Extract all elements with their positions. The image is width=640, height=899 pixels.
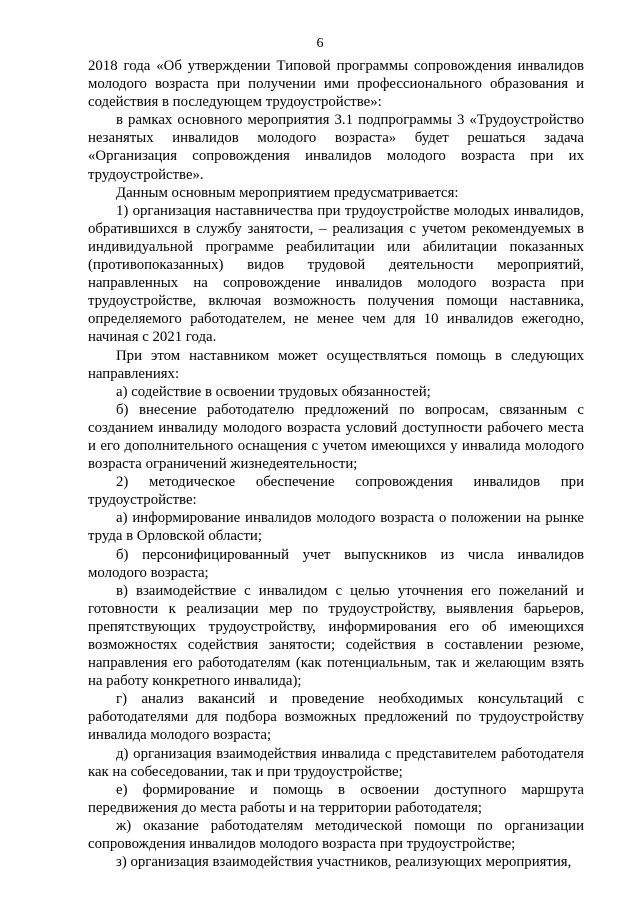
paragraph-item-2e: е) формирование и помощь в освоении доступного маршрута передвижения до места работы и на территории работодателя; bbox=[88, 781, 584, 816]
paragraph-intro: Данным основным мероприятием предусматривается: bbox=[116, 184, 459, 201]
paragraph-continuation: 2018 года «Об утверждении Типовой программы сопровождения инвалидов молодого возраста при получении ими профессионального образования и содействия в последующем трудоустройстве»: bbox=[88, 58, 584, 111]
paragraph-item-1: 1) организация наставничества при трудоустройстве молодых инвалидов, обратившихся в службу занятости, – реализация с учетом рекомендуемых в индивидуальной программе реабилитации или абилитации показанных (противопоказанных) видов трудовой деятельности мероприятий, направленных на сопровождение инвалидов молодого возраста при трудоустройстве, включая возможность получения помощи наставника, определяемого работодателем, не менее чем для 10 инвалидов ежегодно, начиная с 2021 года. bbox=[88, 202, 584, 346]
paragraph-item-1a: а) содействие в освоении трудовых обязанностей; bbox=[116, 383, 431, 400]
paragraph-item-2b: б) персонифицированный учет выпускников из числа инвалидов молодого возраста; bbox=[88, 546, 584, 581]
paragraph-mentor-help: При этом наставником может осуществляться помощь в следующих направлениях: bbox=[88, 347, 584, 382]
paragraph-item-2d: д) организация взаимодействия инвалида с представителем работодателя как на собеседовании, так и при трудоустройстве; bbox=[88, 745, 584, 780]
document-body bbox=[88, 57, 584, 871]
paragraph-item-2zh: ж) оказание работодателям методической помощи по организации сопровождения инвалидов молодого возраста при трудоустройстве; bbox=[88, 817, 584, 853]
paragraph-item-2v: в) взаимодействие с инвалидом с целью уточнения его пожеланий и готовности к реализации мер по трудоустройству, выявления барьеров, препятствующих трудоустройству, информирования его об имеющихся возможностях содействия занятости; содействия в составлении резюме, направления его работодателям (как потенциальным, так и желающим взять на работу конкретного инвалида); bbox=[88, 582, 584, 690]
paragraph-subprogram-task: в рамках основного мероприятия 3.1 подпрограммы 3 «Трудоустройство незанятых инвалидов молодого возраста» будет решаться задача «Организация сопровождения инвалидов молодого возраста при их трудоустройстве». bbox=[88, 112, 584, 183]
page-number: 6 bbox=[316, 36, 324, 51]
paragraph-item-2z: з) организация взаимодействия участников, реализующих мероприятия, bbox=[116, 854, 572, 871]
paragraph-item-2a: а) информирование инвалидов молодого возраста о положении на рынке труда в Орловской области; bbox=[88, 510, 584, 545]
paragraph-item-2g: г) анализ вакансий и проведение необходимых консультаций с работодателями для подбора возможных предложений по трудоустройству инвалида молодого возраста; bbox=[88, 691, 584, 744]
paragraph-item-2: 2) методическое обеспечение сопровождения инвалидов при трудоустройстве: bbox=[88, 474, 584, 509]
paragraph-item-1b: б) внесение работодателю предложений по вопросам, связанным с созданием инвалиду молодого возраста условий доступности рабочего места и его дополнительного оснащения с учетом имеющихся у инвалида молодого возраста ограничений жизнедеятельности; bbox=[88, 401, 584, 473]
